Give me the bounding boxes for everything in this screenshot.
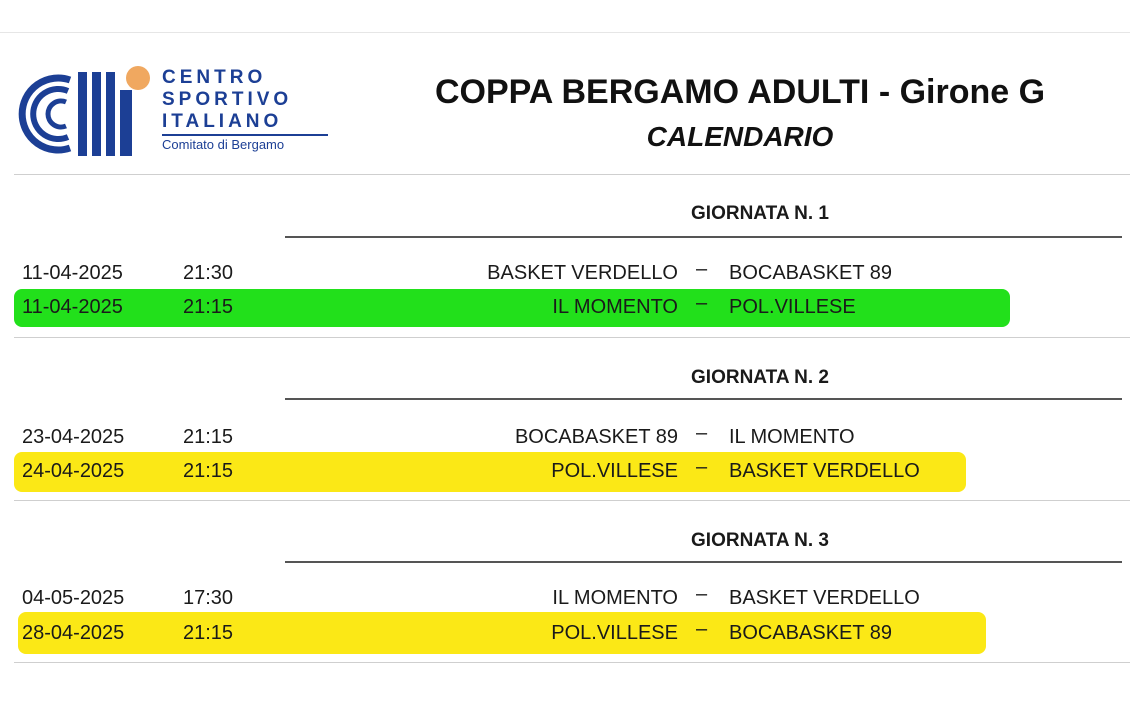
- away-team: BASKET VERDELLO: [729, 587, 920, 609]
- match-time: 21:30: [183, 262, 234, 284]
- logo-word-italiano: ITALIANO: [162, 111, 283, 132]
- match-separator: –: [696, 583, 708, 605]
- page-title: COPPA BERGAMO ADULTI - Girone G: [434, 73, 1046, 111]
- home-team: BASKET VERDELLO: [487, 262, 678, 284]
- round-3-rule: [285, 561, 1122, 563]
- match-date: 11-04-2025: [22, 262, 123, 284]
- logo-committee: Comitato di Bergamo: [162, 137, 285, 152]
- match-date: 23-04-2025: [22, 426, 125, 448]
- match-time: 17:30: [183, 587, 234, 609]
- home-team: IL MOMENTO: [552, 587, 678, 609]
- match-time: 21:15: [183, 622, 234, 644]
- match-separator: –: [696, 258, 708, 280]
- round-1-section-divider: [14, 337, 1130, 338]
- match-row: [0, 583, 1130, 613]
- logo-word-sportivo: SPORTIVO: [162, 89, 293, 110]
- away-team: BOCABASKET 89: [729, 262, 893, 284]
- match-row-highlighted: [0, 456, 1130, 486]
- away-team: BASKET VERDELLO: [729, 460, 920, 482]
- round-3-section-divider: [14, 662, 1130, 663]
- csi-emblem-icon: [12, 64, 162, 160]
- match-date: 11-04-2025: [22, 296, 123, 318]
- match-separator: –: [696, 456, 708, 478]
- away-team: BOCABASKET 89: [729, 622, 893, 644]
- logo-underline: [162, 134, 328, 136]
- match-row: [0, 422, 1130, 452]
- top-divider: [0, 32, 1130, 33]
- round-2-section-divider: [14, 500, 1130, 501]
- match-date: 24-04-2025: [22, 460, 125, 482]
- match-time: 21:15: [183, 460, 234, 482]
- match-separator: –: [696, 618, 708, 640]
- page-subtitle: CALENDARIO: [646, 121, 834, 152]
- home-team: BOCABASKET 89: [514, 426, 678, 448]
- home-team: POL.VILLESE: [551, 622, 678, 644]
- match-time: 21:15: [183, 426, 234, 448]
- round-1-rule: [285, 236, 1122, 238]
- match-row-highlighted: [0, 618, 1130, 648]
- home-team: IL MOMENTO: [552, 296, 678, 318]
- away-team: POL.VILLESE: [729, 296, 856, 318]
- match-date: 04-05-2025: [22, 587, 125, 609]
- match-date: 28-04-2025: [22, 622, 125, 644]
- match-separator: –: [696, 292, 708, 314]
- csi-logo: [12, 64, 332, 160]
- match-row: [0, 258, 1130, 288]
- header-divider: [14, 174, 1130, 175]
- logo-word-centro: CENTRO: [162, 67, 267, 88]
- round-2-rule: [285, 398, 1122, 400]
- match-row-highlighted: [0, 292, 1130, 322]
- home-team: POL.VILLESE: [551, 460, 678, 482]
- round-1-title: GIORNATA N. 1: [691, 203, 829, 224]
- round-3-title: GIORNATA N. 3: [691, 530, 829, 551]
- away-team: IL MOMENTO: [729, 426, 855, 448]
- match-separator: –: [696, 422, 708, 444]
- round-2-title: GIORNATA N. 2: [691, 367, 829, 388]
- match-time: 21:15: [183, 296, 234, 318]
